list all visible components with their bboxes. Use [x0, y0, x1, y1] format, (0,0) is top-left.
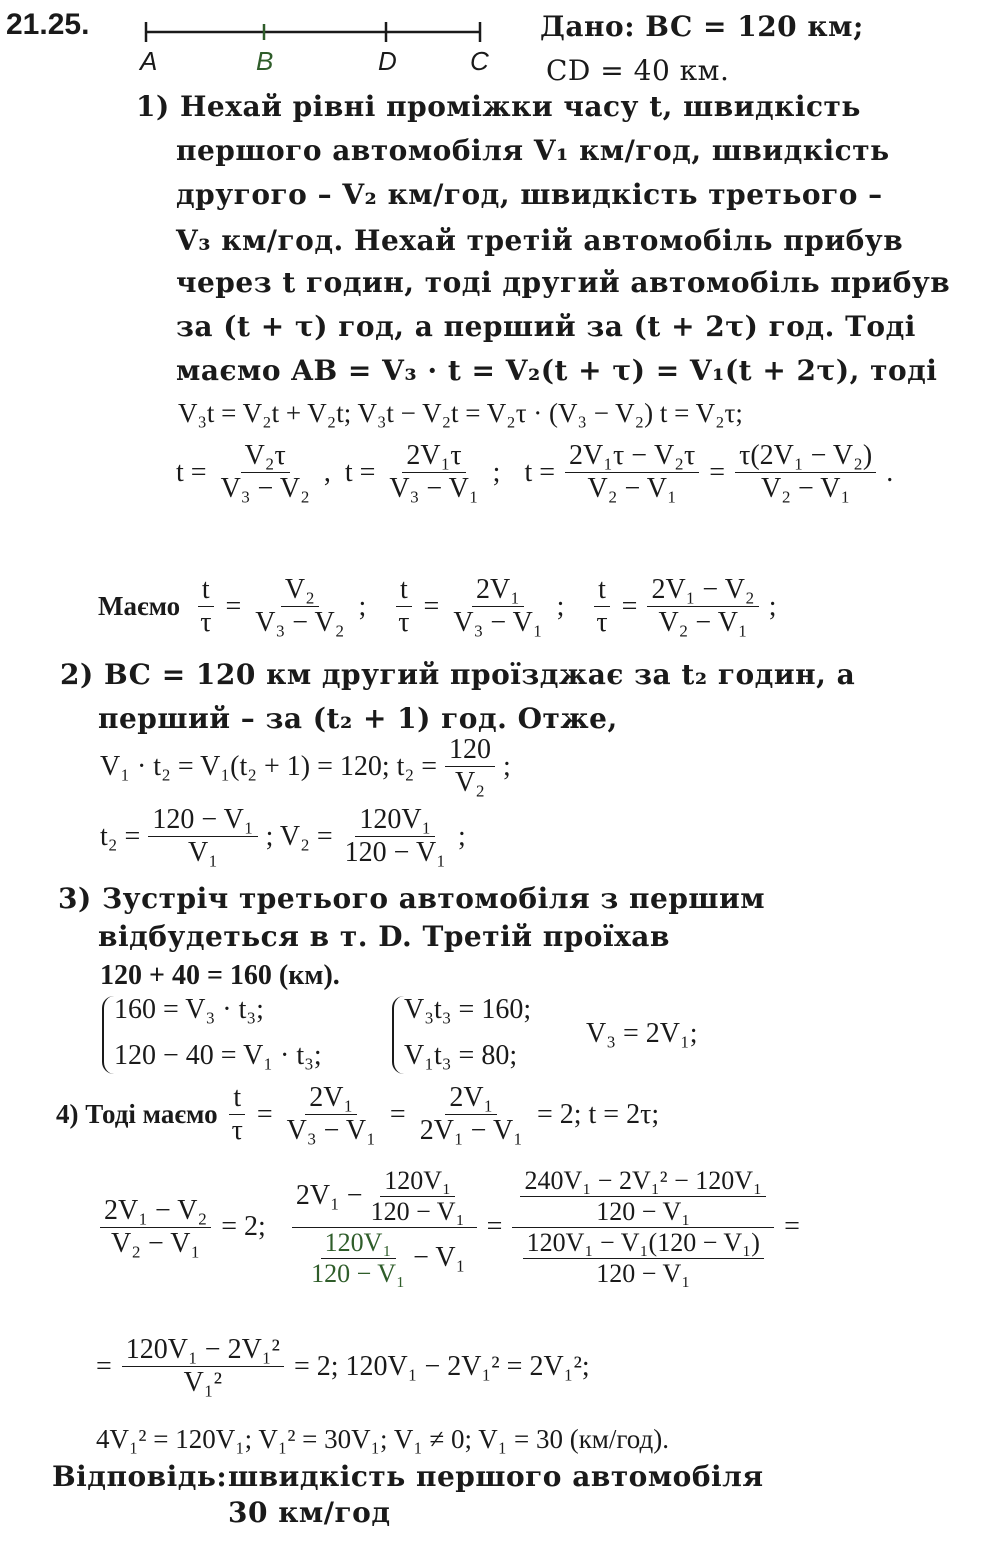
- separator: ;: [492, 456, 501, 488]
- ratios-row: Маємо $\frac{t}{\tau}$ = $\frac{\text{V₂}}{\text{V₃ − V₂}}$ ; $\frac{t}{\tau}$ = $\frac{\text{2V₁}}{\text{V₃ − V₁}}$ ; $\frac{t}{\tau}$ = $\frac{\text{2V₁ − V₂}}{\text{V₂ − V₁}}$ ;: [98, 574, 777, 639]
- part1-line: першого автомобіля V₁ км/год, швидкість: [176, 134, 890, 167]
- numerator: t: [594, 574, 610, 607]
- point-b-label: B: [256, 46, 274, 76]
- denominator: 120 − V₁: [311, 1258, 406, 1288]
- t-equals: t =: [176, 456, 207, 488]
- denominator: V₃ − V₁: [453, 607, 543, 639]
- separator: ;: [768, 590, 777, 622]
- fraction: [520, 1166, 766, 1227]
- system1-eq-b: 120 − 40 = V₁ · t₃;: [114, 1040, 322, 1071]
- fraction: [122, 1334, 284, 1399]
- fraction: [592, 574, 611, 639]
- fraction: [416, 1082, 527, 1147]
- complex-denominator: [299, 1228, 469, 1289]
- numerator: 2V₁: [445, 1082, 497, 1115]
- fraction: [228, 1082, 247, 1147]
- equation-text: = 2; t = 2τ;: [536, 1098, 660, 1130]
- complex-fraction: [292, 1166, 477, 1289]
- numerator: 120 − V₁: [148, 804, 257, 837]
- numerator: 120V₁ − V₁(120 − V₁): [523, 1228, 764, 1259]
- separator: ;: [358, 590, 367, 622]
- numerator: V₂: [281, 574, 319, 607]
- separator: ;: [556, 590, 565, 622]
- part3-line-3: 120 + 40 = 160 (км).: [100, 960, 340, 991]
- part4-final-line: 4V₁² = 120V₁; V₁² = 30V₁; V₁ ≠ 0; V₁ = 30 (км/год).: [96, 1424, 669, 1454]
- equation-text: V₁ · t₂ = V₁(t₂ + 1) = 120; t₂ =: [100, 750, 437, 782]
- part1-line: 1) Нехай рівні проміжки часу t, швидкість: [136, 90, 861, 123]
- t-equals: t =: [524, 456, 556, 488]
- t-equals: t =: [344, 456, 376, 488]
- point-c-label: C: [470, 46, 489, 76]
- fraction: [217, 440, 314, 505]
- system-result: V₃ = 2V₁;: [586, 1018, 698, 1049]
- numerator: 2V₁: [472, 574, 524, 607]
- fraction: [565, 440, 699, 505]
- denominator: τ: [398, 607, 410, 639]
- numerator: t: [396, 574, 412, 607]
- numerator: V₂τ: [241, 440, 290, 473]
- denominator: τ: [596, 607, 608, 639]
- denominator: 2V₁ − V₁: [419, 1115, 523, 1147]
- denominator: 120 − V₁: [596, 1258, 691, 1288]
- point-d-label: D: [378, 46, 397, 76]
- part1-line: V₃ км/год. Нехай третій автомобіль прибув: [176, 224, 904, 257]
- fraction: [449, 574, 546, 639]
- part3-line-2: відбудеться в т. D. Третій проїхав: [98, 920, 670, 953]
- part1-line: другого – V₂ км/год, швидкість третього –: [176, 178, 883, 211]
- equation-text: ;: [457, 820, 466, 852]
- equation-text: t₂ =: [100, 820, 141, 852]
- segment-line: [140, 18, 490, 78]
- have-label: Маємо: [98, 591, 181, 622]
- numerator: 120V₁: [380, 1166, 455, 1197]
- given-line-2: CD = 40 км.: [546, 54, 730, 87]
- numerator: 240V₁ − 2V₁² − 120V₁: [520, 1166, 766, 1197]
- numerator: t: [198, 574, 214, 607]
- part4-complex-row: $\frac{\text{2V₁ − V₂}}{\text{V₂ − V₁}}$ = 2; 2V₁ − $\frac{\text{120V₁}}{\text{120 − V₁}}$ $\frac{\text{120V₁}}{\text{120 − V₁}}$ − V₁ = $\frac{\frac{\text{240V₁ − 2V₁² − 120V₁}}{\text{120 − V₁}}}{\frac{\text{120V₁ − V₁(120 − V₁)}}{\text{120 − V₁}}}$ =: [96, 1166, 800, 1289]
- complex-numerator: [512, 1166, 774, 1228]
- numerator: 2V₁τ − V₂τ: [565, 440, 699, 473]
- denominator: 120 − V₁: [370, 1196, 465, 1226]
- complex-denominator: [515, 1228, 772, 1289]
- fraction: [148, 804, 257, 869]
- point-a-label: A: [140, 46, 158, 76]
- part2-eq1: V₁ · t₂ = V₁(t₂ + 1) = 120; t₂ = $\frac{120}{\text{V₂}}$ ;: [100, 734, 511, 799]
- numerator: t: [229, 1082, 245, 1115]
- part4-lead: 4) Тоді маємо: [56, 1099, 218, 1130]
- system-brace: [392, 996, 404, 1074]
- part2-line-1: 2) BC = 120 км другий проїзджає за t₂ годин, а: [60, 658, 856, 691]
- denominator: V₂ − V₁: [111, 1227, 201, 1259]
- denominator: τ: [200, 607, 212, 639]
- numerator: 120: [445, 734, 495, 767]
- fraction: [283, 1082, 380, 1147]
- equation-text: 2V₁ −: [295, 1180, 363, 1212]
- numerator: τ(2V₁ − V₂): [735, 440, 876, 473]
- part1-line: за (t + τ) год, а перший за (t + 2τ) год. Тоді: [176, 310, 916, 343]
- denominator: τ: [231, 1115, 243, 1147]
- fraction: [367, 1166, 469, 1227]
- numerator: 2V₁ − V₂: [647, 574, 758, 607]
- numerator: 120V₁ − 2V₁²: [122, 1334, 284, 1367]
- answer-text: швидкість першого автомобіля: [228, 1460, 764, 1493]
- part4-eq-last: = $\frac{\text{120V₁ − 2V₁²}}{\text{V₁²}}$ = 2; 120V₁ − 2V₁² = 2V₁²;: [96, 1334, 590, 1399]
- part3-line-1: 3) Зустріч третього автомобіля з першим: [58, 882, 766, 915]
- denominator: V₂: [455, 767, 485, 799]
- equation-text: = 2;: [221, 1211, 266, 1243]
- denominator: V₁²: [183, 1367, 223, 1399]
- fraction: [445, 734, 495, 799]
- part4-eq1: 4) Тоді маємо $\frac{t}{\tau}$ = $\frac{\text{2V₁}}{\text{V₃ − V₁}}$ = $\frac{\text{2V₁}}{\text{2V₁ − V₁}}$ = 2; t = 2τ;: [56, 1082, 660, 1147]
- part2-line-2: перший – за (t₂ + 1) год. Отже,: [98, 702, 618, 735]
- fraction: [251, 574, 348, 639]
- fraction: [647, 574, 758, 639]
- denominator: 120 − V₁: [344, 837, 446, 869]
- denominator: 120 − V₁: [596, 1196, 691, 1226]
- numerator: 2V₁ − V₂: [100, 1195, 211, 1228]
- system2-eq-b: V₁t₃ = 80;: [404, 1040, 518, 1071]
- equation-text: = 2; 120V₁ − 2V₁² = 2V₁²;: [293, 1350, 590, 1382]
- part1-line: маємо AB = V₃ · t = V₂(t + τ) = V₁(t + 2τ), тоді: [176, 354, 938, 387]
- equation-text: − V₁: [413, 1242, 466, 1274]
- fraction: [341, 804, 450, 869]
- denominator: V₂ − V₁: [761, 473, 851, 505]
- separator: .: [886, 456, 894, 488]
- denominator: V₃ − V₁: [389, 473, 479, 505]
- numerator: 120V₁: [321, 1228, 396, 1259]
- fraction: [385, 440, 482, 505]
- answer-value: 30 км/год: [228, 1496, 391, 1529]
- fraction: [100, 1195, 211, 1260]
- system-brace: [102, 996, 114, 1074]
- fraction: [394, 574, 413, 639]
- given-line-1: Дано: BC = 120 км;: [540, 10, 864, 43]
- answer-label: Відповідь:: [52, 1460, 228, 1493]
- denominator: V₁: [187, 837, 218, 869]
- part2-eq2: [100, 804, 466, 869]
- equation-text: ; V₂ =: [265, 820, 333, 852]
- denominator: V₃ − V₂: [255, 607, 345, 639]
- system1-eq-a: 160 = V₃ · t₃;: [114, 994, 264, 1025]
- denominator: V₂ − V₁: [658, 607, 748, 639]
- system2-eq-a: V₃t₃ = 160;: [404, 994, 532, 1025]
- fraction: [523, 1228, 764, 1289]
- complex-numerator: [292, 1166, 477, 1228]
- numerator: 120V₁: [355, 804, 435, 837]
- denominator: V₂ − V₁: [587, 473, 677, 505]
- segment-diagram: [140, 18, 490, 78]
- denominator: V₃ − V₂: [220, 473, 310, 505]
- part1-fraction-row: [176, 440, 893, 505]
- problem-number: 21.25.: [6, 8, 90, 41]
- fraction: [307, 1228, 409, 1289]
- fraction: [735, 440, 876, 505]
- numerator: 2V₁τ: [402, 440, 465, 473]
- separator: ,: [323, 456, 331, 488]
- fraction: [196, 574, 215, 639]
- numerator: 2V₁: [305, 1082, 357, 1115]
- complex-fraction: [512, 1166, 774, 1289]
- part1-line: V₃t = V₂t + V₂t; V₃t − V₂t = V₂τ · (V₃ − V₂) t = V₂τ;: [178, 398, 743, 428]
- part1-line: через t годин, тоді другий автомобіль прибув: [176, 266, 951, 299]
- separator: =: [709, 456, 726, 488]
- denominator: V₃ − V₁: [286, 1115, 376, 1147]
